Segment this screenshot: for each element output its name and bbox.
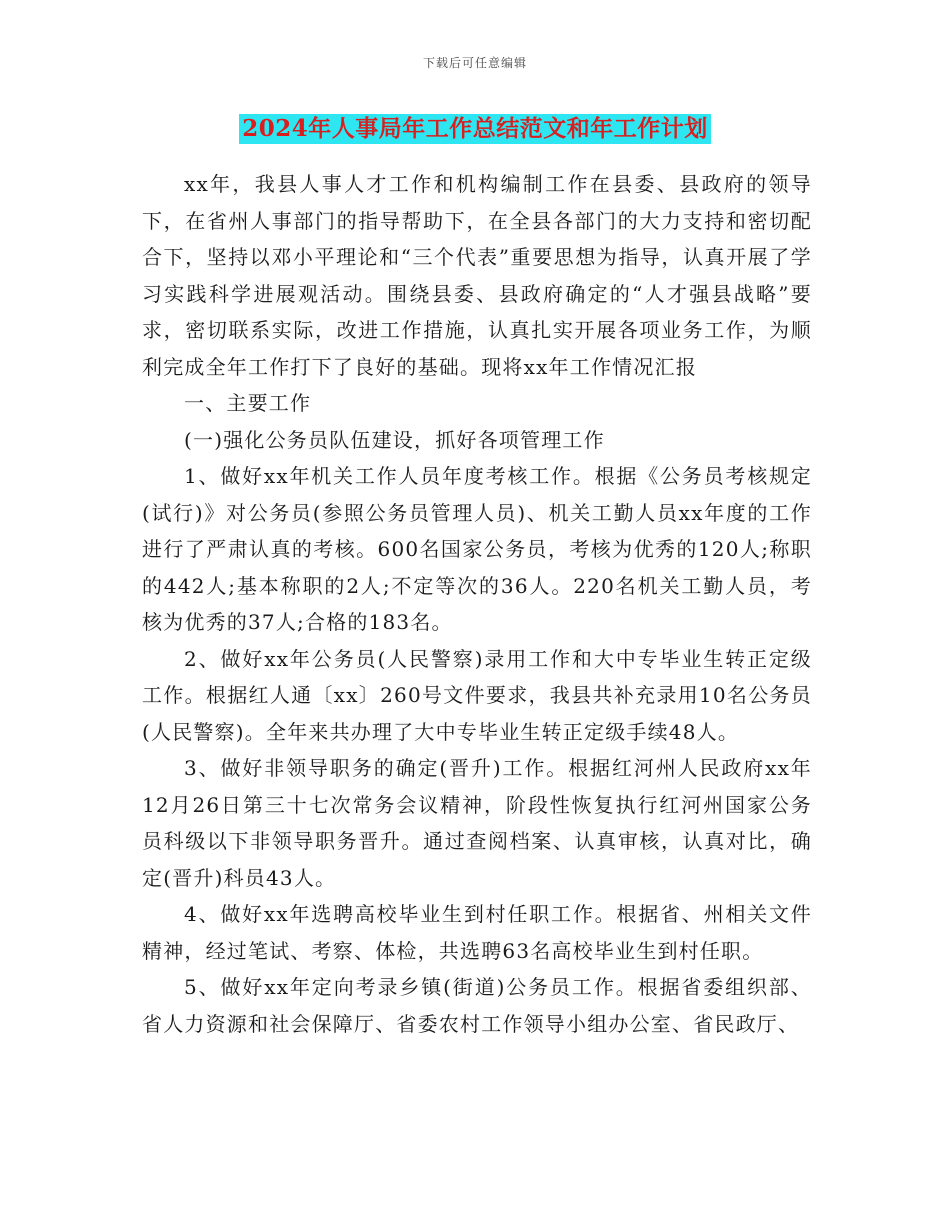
paragraph-item-4: 4、做好xx年选聘高校毕业生到村任职工作。根据省、州相关文件精神，经过笔试、考察、体检，共选聘63名高校毕业生到村任职。: [142, 902, 812, 963]
section-heading: 一、主要工作: [184, 391, 312, 415]
paragraph-item-5: 5、做好xx年定向考录乡镇(街道)公务员工作。根据省委组织部、省人力资源和社会保障厅、省委农村工作领导小组办公室、省民政厅、: [142, 975, 812, 1036]
paragraph-item-3: 3、做好非领导职务的确定(晋升)工作。根据红河州人民政府xx年12月26日第三十七次常务会议精神，阶段性恢复执行红河州国家公务员科级以下非领导职务晋升。通过查阅档案、认真审核，认真对比，确定(晋升)科员43人。: [142, 756, 812, 890]
document-body: [142, 166, 812, 1042]
document-title: 2024年人事局年工作总结范文和年工作计划: [239, 114, 711, 144]
paragraph-intro: xx年，我县人事人才工作和机构编制工作在县委、县政府的领导下，在省州人事部门的指导帮助下，在全县各部门的大力支持和密切配合下，坚持以邓小平理论和“三个代表”重要思想为指导，认真开展了学习实践科学进展观活动。围绕县委、县政府确定的“人才强县战略”要求，密切联系实际，改进工作措施，认真扎实开展各项业务工作，为顺利完成全年工作打下了良好的基础。现将xx年工作情况汇报: [142, 172, 812, 379]
paragraph-item-2: 2、做好xx年公务员(人民警察)录用工作和大中专毕业生转正定级工作。根据红人通〔xx〕260号文件要求，我县共补充录用10名公务员(人民警察)。全年来共办理了大中专毕业生转正定级手续48人。: [142, 646, 812, 744]
header-note: 下载后可任意编辑: [422, 56, 527, 70]
title-wrap: [0, 114, 950, 144]
subsection-heading: (一)强化公务员队伍建设，抓好各项管理工作: [184, 427, 605, 452]
paragraph-item-1: 1、做好xx年机关工作人员年度考核工作。根据《公务员考核规定(试行)》对公务员(参照公务员管理人员)、机关工勤人员xx年度的工作进行了严肃认真的考核。600名国家公务员，考核为优秀的120人;称职的442人;基本称职的2人;不定等次的36人。220名机关工勤人员，考核为优秀的37人;合格的183名。: [142, 464, 812, 634]
